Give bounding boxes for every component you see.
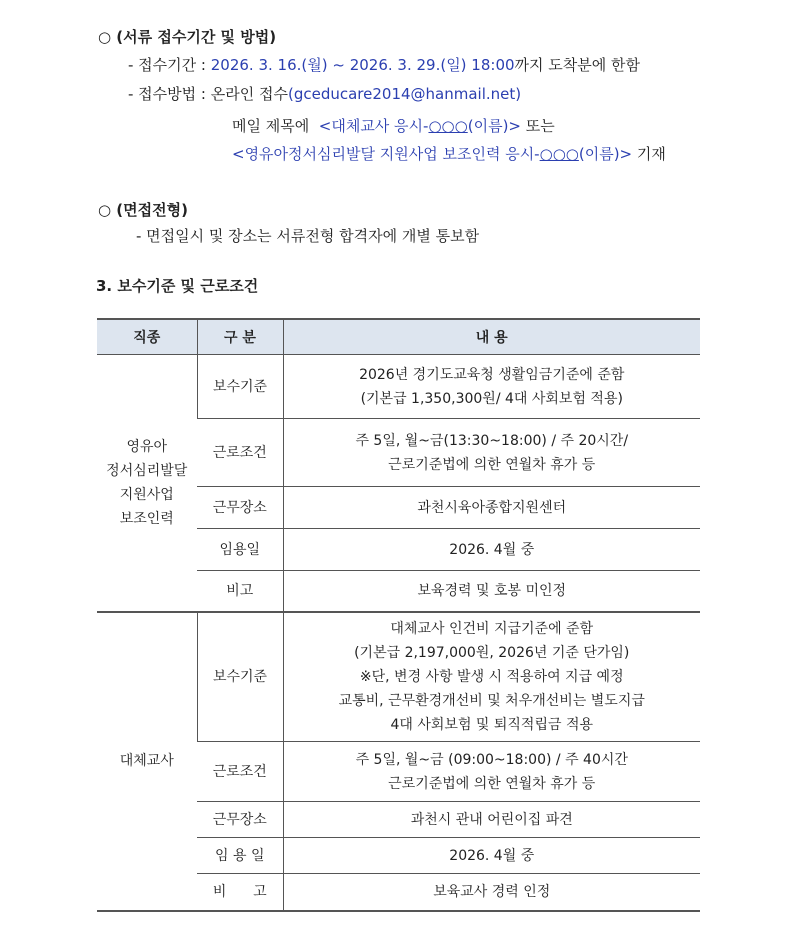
row-label: 근로조건 bbox=[197, 742, 283, 802]
mail-fill: 기재 bbox=[636, 145, 666, 163]
interview-heading: ○ (면접전형) bbox=[98, 201, 188, 219]
pay-heading: 3. 보수기준 및 근로조건 bbox=[96, 277, 259, 295]
job-cell-substitute: 대체교사 bbox=[97, 612, 197, 911]
row-content: 보육경력 및 호봉 미인정 bbox=[283, 571, 700, 612]
mail-or: 또는 bbox=[525, 117, 555, 135]
row-label: 임용일 bbox=[197, 529, 283, 571]
row-label: 근무장소 bbox=[197, 487, 283, 529]
row-content: 과천시육아종합지원센터 bbox=[283, 487, 700, 529]
row-content: 2026. 4월 중 bbox=[283, 838, 700, 874]
mail-subject-2: <영유아정서심리발달 지원사업 보조인력 응시-○○○(이름)> bbox=[232, 145, 633, 163]
period-line bbox=[128, 54, 640, 75]
period-label: - 접수기간 : bbox=[128, 56, 206, 74]
row-label: 비고 bbox=[197, 571, 283, 612]
row-content: 보육교사 경력 인정 bbox=[283, 874, 700, 911]
row-label: 보수기준 bbox=[197, 355, 283, 419]
row-content: 2026년 경기도교육청 생활임금기준에 준함 (기본급 1,350,300원/ 4대 사회보험 적용) bbox=[283, 355, 700, 419]
method-line bbox=[128, 83, 521, 104]
row-content: 과천시 관내 어린이집 파견 bbox=[283, 802, 700, 838]
table-row bbox=[97, 612, 700, 742]
method-label: - 접수방법 : bbox=[128, 85, 206, 103]
method-email[interactable]: (gceducare2014@hanmail.net) bbox=[287, 85, 522, 103]
row-label: 근무장소 bbox=[197, 802, 283, 838]
mail-subject-1: <대체교사 응시-○○○(이름)> bbox=[318, 117, 521, 135]
header-job: 직종 bbox=[97, 319, 197, 355]
header-content: 내 용 bbox=[283, 319, 700, 355]
row-content: 주 5일, 월~금(13:30~18:00) / 주 20시간/ 근로기준법에 의한 연월차 휴가 등 bbox=[283, 419, 700, 487]
mail-subject-2-line bbox=[232, 143, 666, 164]
row-content: 대체교사 인건비 지급기준에 준함 (기본급 2,197,000원, 2026년 기준 단가임) ※단, 변경 사항 발생 시 적용하여 지급 예정 교통비, 근무환경개선비 및 처우개선비는 별도지급 4대 사회보험 및 퇴직적립금 적용 bbox=[283, 612, 700, 742]
header-category: 구 분 bbox=[197, 319, 283, 355]
interview-text: - 면접일시 및 장소는 서류전형 합격자에 개별 통보함 bbox=[136, 227, 480, 245]
mail-title-line bbox=[232, 115, 555, 136]
pay-table bbox=[97, 318, 700, 912]
row-label: 근로조건 bbox=[197, 419, 283, 487]
row-label: 임 용 일 bbox=[197, 838, 283, 874]
row-content: 2026. 4월 중 bbox=[283, 529, 700, 571]
table-row bbox=[97, 355, 700, 419]
row-label: 비 고 bbox=[197, 874, 283, 911]
job-cell-assistant: 영유아 정서심리발달 지원사업 보조인력 bbox=[97, 355, 197, 612]
row-label: 보수기준 bbox=[197, 612, 283, 742]
table-header-row bbox=[97, 319, 700, 355]
period-value: 2026. 3. 16.(월) ~ 2026. 3. 29.(일) 18:00 bbox=[210, 56, 515, 74]
docs-heading: ○ (서류 접수기간 및 방법) bbox=[98, 28, 277, 46]
mail-title-label: 메일 제목에 bbox=[232, 117, 310, 135]
period-suffix: 까지 도착분에 한함 bbox=[514, 56, 640, 74]
row-content: 주 5일, 월~금 (09:00~18:00) / 주 40시간 근로기준법에 의한 연월차 휴가 등 bbox=[283, 742, 700, 802]
method-online: 온라인 접수 bbox=[210, 85, 288, 103]
